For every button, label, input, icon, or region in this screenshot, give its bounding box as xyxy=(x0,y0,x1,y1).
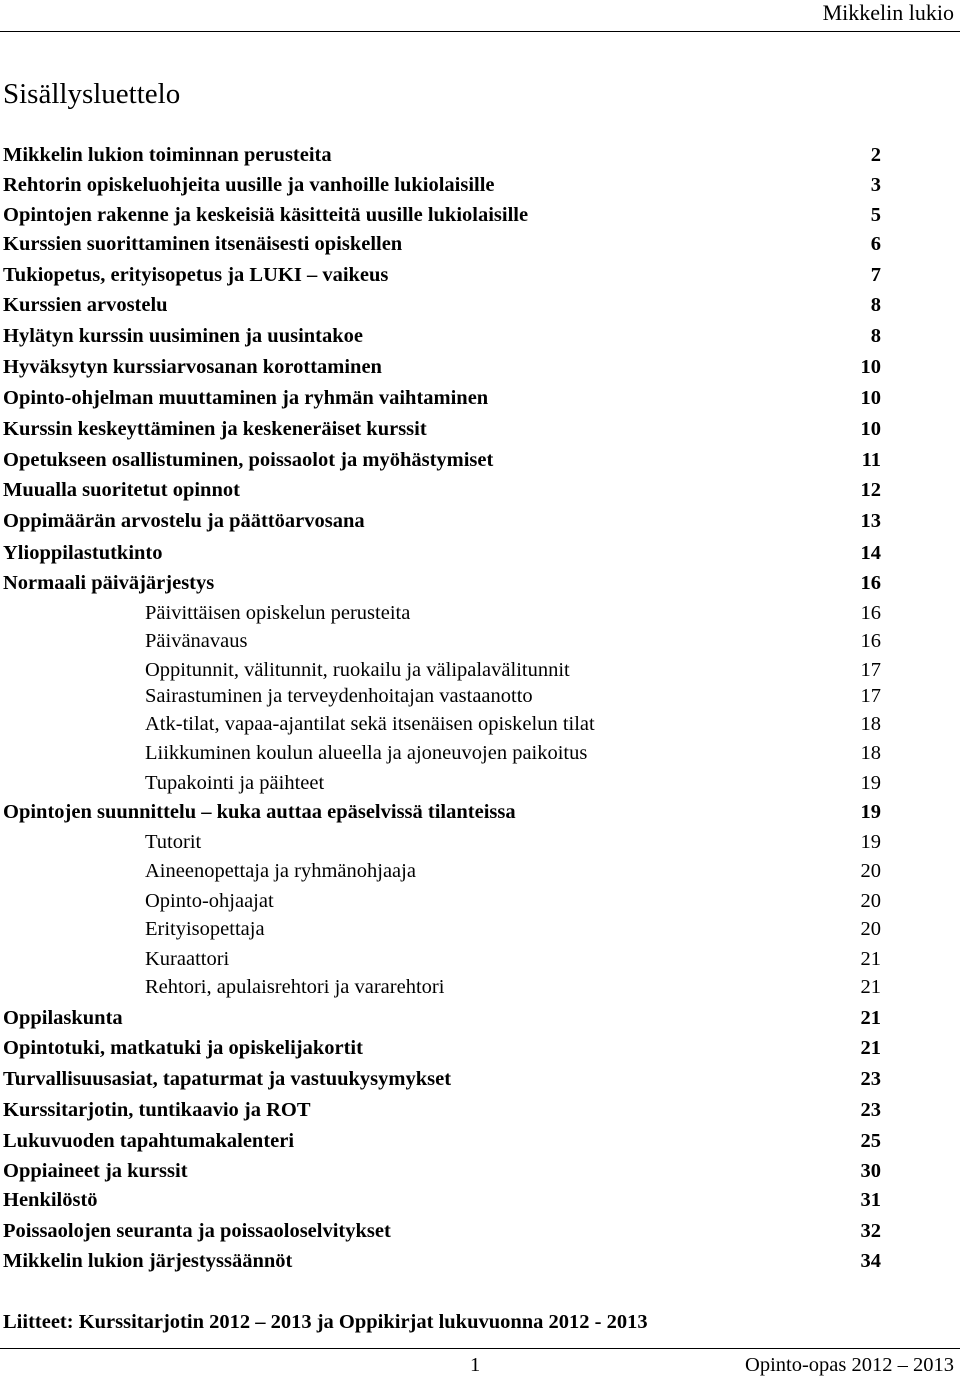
toc-entry-title: Normaali päiväjärjestys xyxy=(3,572,215,594)
toc-entry-page: 16 xyxy=(860,630,881,652)
toc-entry-page: 10 xyxy=(860,418,881,440)
toc-entry xyxy=(0,475,960,505)
toc-entry-title: Erityisopettaja xyxy=(145,918,265,940)
toc-entry-title: Rehtorin opiskeluohjeita uusille ja vanhoille lukiolaisille xyxy=(3,174,495,196)
toc-entry-title: Opintotuki, matkatuki ja opiskelijakortit xyxy=(3,1037,363,1059)
toc-entry-page: 23 xyxy=(860,1068,881,1090)
toc-subentry xyxy=(0,738,960,768)
toc-entry-page: 8 xyxy=(870,294,881,316)
toc-entry-title: Rehtori, apulaisrehtori ja vararehtori xyxy=(145,976,445,998)
toc-entry-title: Opintojen rakenne ja keskeisiä käsitteitä uusille lukiolaisille xyxy=(3,204,529,226)
toc-entry-page: 20 xyxy=(860,860,881,882)
toc-entry-title: Kurssin keskeyttäminen ja keskeneräiset kurssit xyxy=(3,418,427,440)
toc-entry-title: Opinto-ohjelman muuttaminen ja ryhmän vaihtaminen xyxy=(3,387,489,409)
toc-entry-page: 19 xyxy=(860,772,881,794)
toc-entry-title: Hylätyn kurssin uusiminen ja uusintakoe xyxy=(3,325,364,347)
toc-entry-title: Opinto-ohjaajat xyxy=(145,890,274,912)
toc-entry-title: Tutorit xyxy=(145,831,202,853)
toc-entry-page: 17 xyxy=(860,685,881,707)
toc-entry-title: Muualla suoritetut opinnot xyxy=(3,479,240,501)
toc-entry-title: Mikkelin lukion järjestyssäännöt xyxy=(3,1250,293,1272)
toc-entry xyxy=(0,506,960,536)
toc-entry-page: 12 xyxy=(860,479,881,501)
toc-entry-page: 13 xyxy=(860,510,881,532)
toc-entry-title: Päivittäisen opiskelun perusteita xyxy=(145,602,411,624)
toc-entry-page: 10 xyxy=(860,356,881,378)
toc-entry-title: Aineenopettaja ja ryhmänohjaaja xyxy=(145,860,416,882)
toc-entry xyxy=(0,568,960,598)
toc-entry-page: 21 xyxy=(860,1007,881,1029)
toc-entry-page: 32 xyxy=(860,1220,881,1242)
footer-divider xyxy=(0,1348,960,1349)
toc-entry-page: 25 xyxy=(860,1130,881,1152)
toc-entry xyxy=(0,414,960,444)
toc-entry-title: Opetukseen osallistuminen, poissaolot ja myöhästymiset xyxy=(3,449,494,471)
toc-entry-title: Turvallisuusasiat, tapaturmat ja vastuukysymykset xyxy=(3,1068,452,1090)
toc-entry-page: 10 xyxy=(860,387,881,409)
toc-entry-title: Lukuvuoden tapahtumakalenteri xyxy=(3,1130,295,1152)
toc-entry-title: Sairastuminen ja terveydenhoitajan vastaanotto xyxy=(145,685,533,707)
toc-entry-title: Kuraattori xyxy=(145,948,230,970)
toc-entry-page: 16 xyxy=(860,602,881,624)
toc-entry-title: Oppitunnit, välitunnit, ruokailu ja välipalavälitunnit xyxy=(145,659,570,681)
toc-entry-page: 18 xyxy=(860,713,881,735)
toc-entry-title: Kurssien suorittaminen itsenäisesti opiskellen xyxy=(3,233,403,255)
toc-entry-page: 19 xyxy=(860,801,881,823)
toc-subentry xyxy=(0,598,960,628)
toc-entry xyxy=(0,321,960,351)
toc-subentry xyxy=(0,944,960,974)
toc-subentry xyxy=(0,914,960,944)
toc-entry xyxy=(0,1033,960,1063)
toc-subentry xyxy=(0,681,960,711)
toc-entry-title: Kurssitarjotin, tuntikaavio ja ROT xyxy=(3,1099,311,1121)
toc-entry-title: Atk-tilat, vapaa-ajantilat sekä itsenäisen opiskelun tilat xyxy=(145,713,595,735)
toc-entry-title: Oppilaskunta xyxy=(3,1007,123,1029)
toc-entry xyxy=(0,200,960,230)
footer-document-title: Opinto-opas 2012 – 2013 xyxy=(745,1354,954,1376)
toc-entry xyxy=(0,1156,960,1186)
page-title: Sisällysluettelo xyxy=(3,78,181,110)
toc-entry xyxy=(0,383,960,413)
toc-entry-page: 3 xyxy=(870,174,881,196)
toc-entry xyxy=(0,229,960,259)
toc-entry-page: 11 xyxy=(861,449,881,471)
toc-entry xyxy=(0,538,960,568)
page-number: 1 xyxy=(470,1354,481,1376)
header-divider xyxy=(0,31,960,32)
toc-entry-page: 16 xyxy=(860,572,881,594)
toc-entry-page: 23 xyxy=(860,1099,881,1121)
toc-entry xyxy=(0,445,960,475)
toc-entry xyxy=(0,797,960,827)
toc-entry xyxy=(0,1185,960,1215)
toc-subentry xyxy=(0,972,960,1002)
toc-entry-title: Liikkuminen koulun alueella ja ajoneuvojen paikoitus xyxy=(145,742,588,764)
toc-entry-title: Päivänavaus xyxy=(145,630,248,652)
toc-entry xyxy=(0,352,960,382)
toc-entry-page: 21 xyxy=(860,948,881,970)
toc-subentry xyxy=(0,856,960,886)
toc-entry xyxy=(0,1064,960,1094)
toc-entry-title: Poissaolojen seuranta ja poissaoloselvitykset xyxy=(3,1220,391,1242)
toc-entry-page: 21 xyxy=(860,976,881,998)
toc-entry xyxy=(0,1216,960,1246)
toc-entry-title: Oppiaineet ja kurssit xyxy=(3,1160,188,1182)
toc-entry xyxy=(0,260,960,290)
toc-entry-page: 6 xyxy=(870,233,881,255)
toc-subentry xyxy=(0,827,960,857)
toc-entry-title: Oppimäärän arvostelu ja päättöarvosana xyxy=(3,510,365,532)
toc-entry-title: Kurssien arvostelu xyxy=(3,294,168,316)
toc-entry xyxy=(0,1003,960,1033)
toc-entry-page: 18 xyxy=(860,742,881,764)
toc-entry-page: 8 xyxy=(870,325,881,347)
toc-subentry xyxy=(0,709,960,739)
toc-entry-page: 7 xyxy=(870,264,881,286)
toc-subentry xyxy=(0,626,960,656)
toc-entry xyxy=(0,170,960,200)
toc-entry xyxy=(0,1246,960,1276)
toc-entry-page: 17 xyxy=(860,659,881,681)
toc-entry-page: 31 xyxy=(860,1189,881,1211)
toc-entry-page: 20 xyxy=(860,918,881,940)
appendix-note: Liitteet: Kurssitarjotin 2012 – 2013 ja Oppikirjat lukuvuonna 2012 - 2013 xyxy=(3,1311,648,1333)
toc-subentry xyxy=(0,768,960,798)
toc-entry-title: Opintojen suunnittelu – kuka auttaa epäselvissä tilanteissa xyxy=(3,801,516,823)
running-header: Mikkelin lukio xyxy=(822,0,954,25)
toc-entry-page: 19 xyxy=(860,831,881,853)
toc-entry-page: 21 xyxy=(860,1037,881,1059)
toc-entry-title: Tukiopetus, erityisopetus ja LUKI – vaikeus xyxy=(3,264,389,286)
toc-entry-title: Tupakointi ja päihteet xyxy=(145,772,325,794)
toc-entry-page: 2 xyxy=(870,144,881,166)
toc-entry xyxy=(0,1126,960,1156)
toc-entry-title: Mikkelin lukion toiminnan perusteita xyxy=(3,144,332,166)
toc-subentry xyxy=(0,886,960,916)
toc-entry-page: 14 xyxy=(860,542,881,564)
toc-entry-title: Henkilöstö xyxy=(3,1189,98,1211)
toc-entry-title: Hyväksytyn kurssiarvosanan korottaminen xyxy=(3,356,382,378)
toc-entry-page: 20 xyxy=(860,890,881,912)
toc-entry-page: 30 xyxy=(860,1160,881,1182)
toc-entry xyxy=(0,290,960,320)
toc-entry xyxy=(0,140,960,170)
toc-entry-page: 34 xyxy=(860,1250,881,1272)
toc-entry xyxy=(0,1095,960,1125)
toc-entry-title: Ylioppilastutkinto xyxy=(3,542,163,564)
toc-entry-page: 5 xyxy=(870,204,881,226)
